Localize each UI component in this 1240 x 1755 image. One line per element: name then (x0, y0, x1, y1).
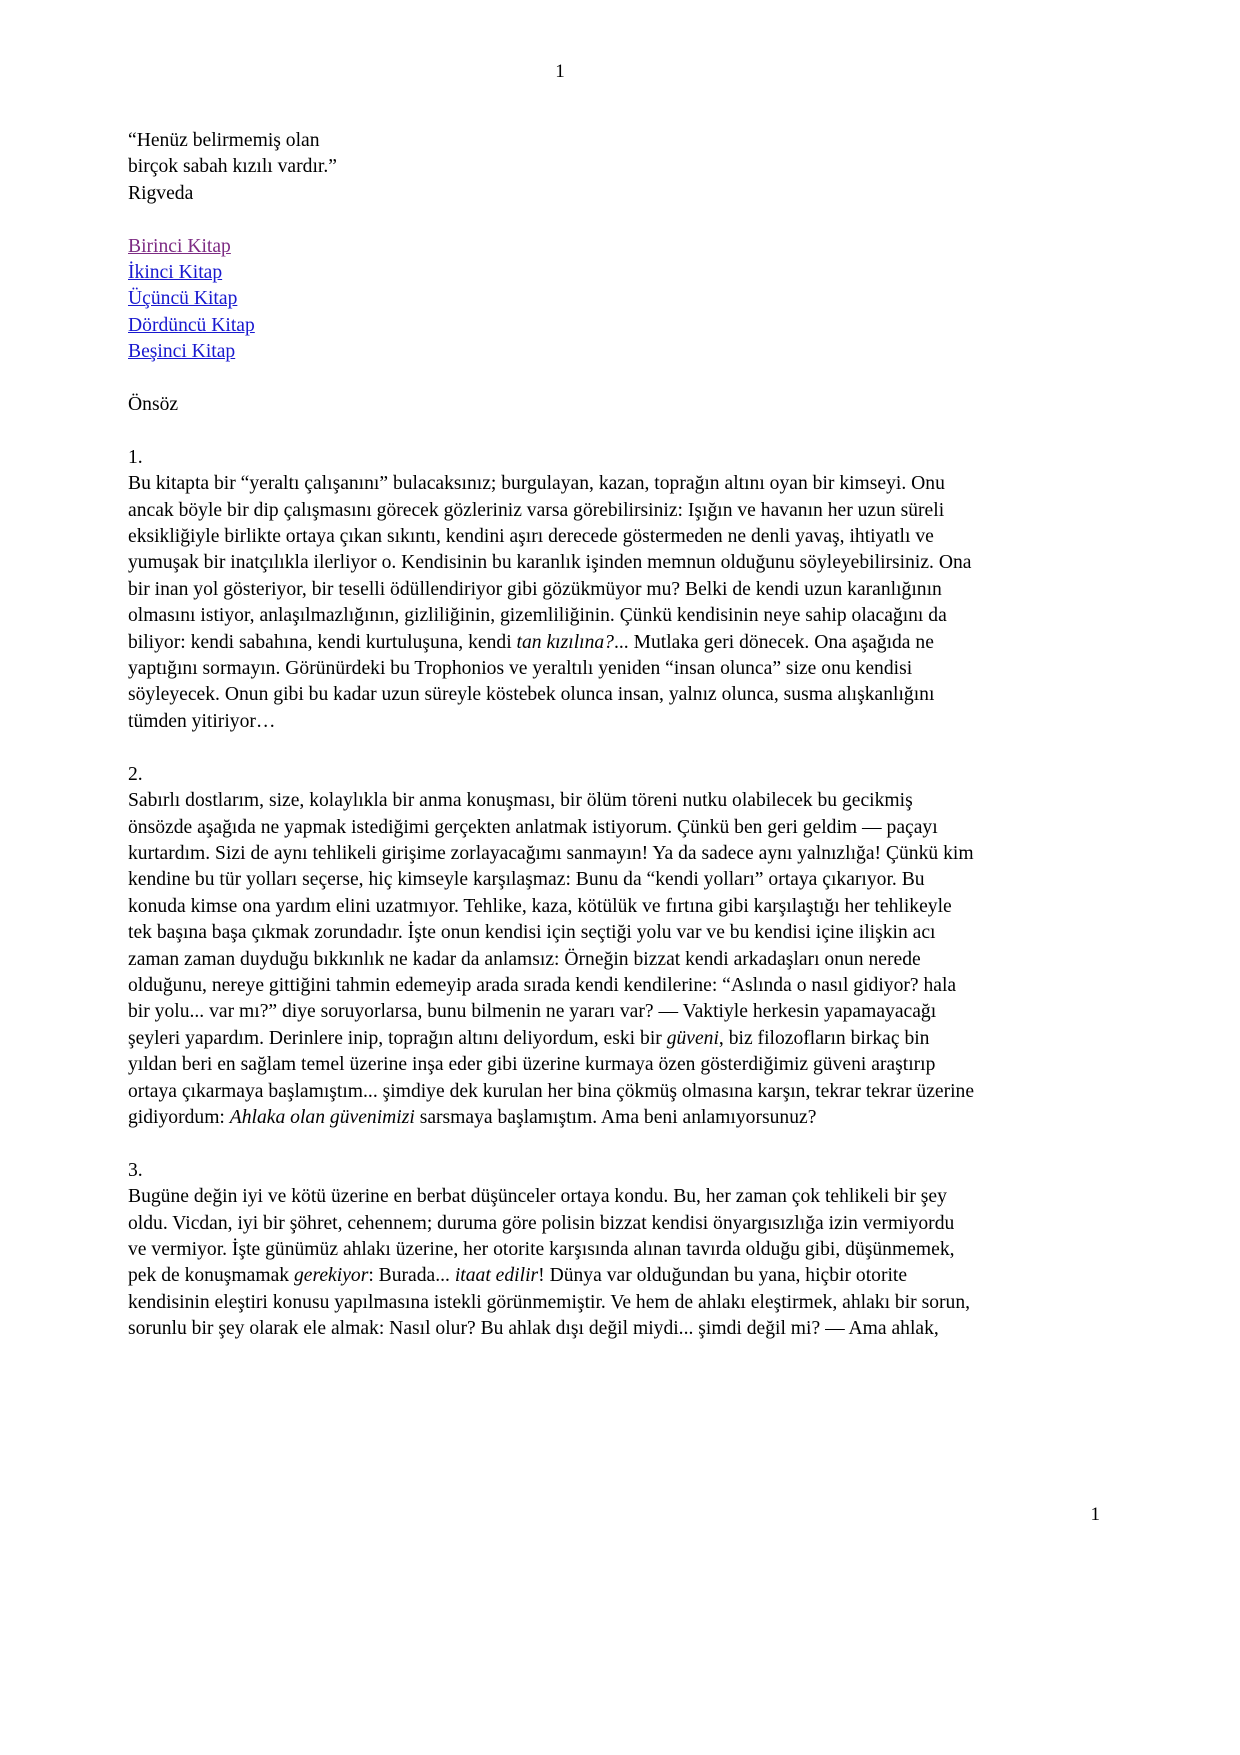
link-ucuncu-kitap[interactable]: Üçüncü Kitap (128, 288, 238, 310)
spacer (128, 735, 976, 761)
section-number-2: 2. (128, 763, 143, 785)
epigraph-source: Rigveda (128, 182, 194, 204)
section-paragraph-2 (128, 788, 976, 1131)
link-besinci-kitap[interactable]: Beşinci Kitap (128, 341, 236, 363)
emphasis-text: tan kızılına? (516, 631, 614, 653)
page-number-footer: 1 (1090, 1504, 1100, 1525)
epigraph-line-2: birçok sabah kızılı vardır.” (128, 156, 337, 178)
book-link-list (128, 234, 976, 366)
paragraph-text: Bugüne değin iyi ve kötü üzerine en berbat düşünceler ortaya kondu. Bu, her zaman çok tehlikeli bir şey oldu. Vicdan, iyi bir şöhret, cehennem; duruma göre polisin bizzat kendisi önyargısızlığa izin vermiyordu ve vermiyor. İşte günümüz ahlakı üzerine, her otorite karşısında alınan tavırda olduğu gibi, düşünmemek, pek de konuşmamak (128, 1186, 955, 1287)
spacer (128, 207, 976, 233)
section-number-1: 1. (128, 446, 143, 468)
document-body (128, 128, 976, 1343)
section-number-3: 3. (128, 1159, 143, 1181)
section-paragraph-3 (128, 1184, 976, 1342)
paragraph-text: Sabırlı dostlarım, size, kolaylıkla bir anma konuşması, bir ölüm töreni nutku olabilecek bu gecikmiş önsözde aşağıda ne yapmak istediğimi gerçekten anlatmak istiyorum. Çünkü ben geri geldim — paçayı kurtardım. Sizi de aynı tehlikeli girişime zorlayacağımı sanmayın! Ya da sadece aynı yalnızlığa! Çünkü kim kendine bu tür yolları seçerse, hiç kimseyle karşılaşmaz: Bunu da “kendi yolları” ortaya çıkarıyor. Bu konuda kimse ona yardım elini uzatmıyor. Tehlike, kaza, kötülük ve fırtına gibi karşılaştığı her tehlikeyle tek başına başa çıkmak zorundadır. İşte onun kendisi için seçtiği yolu var ve bu kendisi içine ilişkin acı zaman zaman duyduğu bıkkınlık ne kadar da anlamsız: Örneğin bizzat kendi arkadaşları onun nerede olduğunu, nereye gittiğini tahmin edemeyip arada sırada kendi kendilerine: “Aslında o nasıl gidiyor? hala bir yolu... var mı?” diye soruyorlarsa, bunu bilmenin ne yararı var? — Vaktiyle herkesin yapamayacağı şeyleri yapardım. Derinlere inip, toprağın altını deliyordum, eski bir (128, 790, 974, 1049)
emphasis-text: güveni (666, 1027, 719, 1049)
paragraph-text: , biz filozofların birkaç bin yıldan beri en sağlam temel üzerine inşa eder gibi üzerine kurmaya özen gösterdiğimiz güveni araştırıp ortaya çıkarmaya başlamıştım... şimdiye dek kurulan her bina çökmüş olmasına karşın, tekrar tekrar üzerine gidiyordum: (128, 1027, 975, 1128)
emphasis-text: gerekiyor (293, 1265, 369, 1287)
emphasis-text: Ahlaka olan güvenimizi (229, 1106, 415, 1128)
link-birinci-kitap[interactable]: Birinci Kitap (128, 235, 231, 257)
list-item (128, 339, 976, 365)
emphasis-text: itaat edilir (454, 1265, 539, 1287)
spacer (128, 418, 976, 444)
link-dorduncu-kitap[interactable]: Dördüncü Kitap (128, 314, 255, 336)
paragraph-text: Bu kitapta bir “yeraltı çalışanını” bulacaksınız; burgulayan, kazan, toprağın altını oyan bir kimseyi. Onu ancak böyle bir dip çalışmasını görecek gözleriniz varsa görebilirsiniz: Işığın ve havanın her uzun süreli eksikliğiyle birlikte ortaya çıkan sıkıntı, kendini aşırı derecede göstermeden ne denli yavaş, ihtiyatlı ve yumuşak bir inatçılıkla ilerliyor o. Kendisinin bu karanlık işinden memnun olduğunu söyleyebilirsiniz. Ona bir inan yol gösteriyor, bir teselli ödüllendiriyor gibi gözükmüyor mu? Belki de kendi uzun karanlığının olmasını istiyor, anlaşılmazlığının, gizliliğinin, gizemliliğinin. Çünkü kendisinin neye sahip olacağını da biliyor: kendi sabahına, kendi kurtuluşuna, kendi (128, 473, 972, 653)
list-item (128, 286, 976, 312)
preface-heading: Önsöz (128, 394, 179, 416)
spacer (128, 366, 976, 392)
list-item (128, 260, 976, 286)
list-item (128, 234, 976, 260)
epigraph-block (128, 128, 976, 207)
paragraph-text: ! Dünya var olduğundan bu yana, hiçbir otorite kendisinin eleştiri konusu yapılmasına istekli görünmemiştir. Ve hem de ahlakı eleştirmek, ahlakı bir sorun, sorunlu bir şey olarak ele almak: Nasıl olur? Bu ahlak dışı değil miydi... şimdi değil mi? — Ama ahlak, (128, 1265, 971, 1340)
spacer (128, 1131, 976, 1157)
link-ikinci-kitap[interactable]: İkinci Kitap (128, 262, 223, 284)
list-item (128, 313, 976, 339)
page-number-header: 1 (555, 61, 565, 82)
paragraph-text: ... Mutlaka geri dönecek. Ona aşağıda ne yaptığını sormayın. Görünürdeki bu Trophonios ve yeraltılı yeniden “insan olunca” size onu kendisi söyleyecek. Onun gibi bu kadar uzun süreyle köstebek olunca insan, yalnız olunca, susma alışkanlığını tümden yitiriyor… (128, 631, 935, 732)
section-paragraph-1 (128, 471, 976, 735)
paragraph-text: : Burada... (368, 1265, 455, 1287)
paragraph-text: sarsmaya başlamıştım. Ama beni anlamıyorsunuz? (414, 1106, 817, 1128)
epigraph-line-1: “Henüz belirmemiş olan (128, 130, 320, 151)
